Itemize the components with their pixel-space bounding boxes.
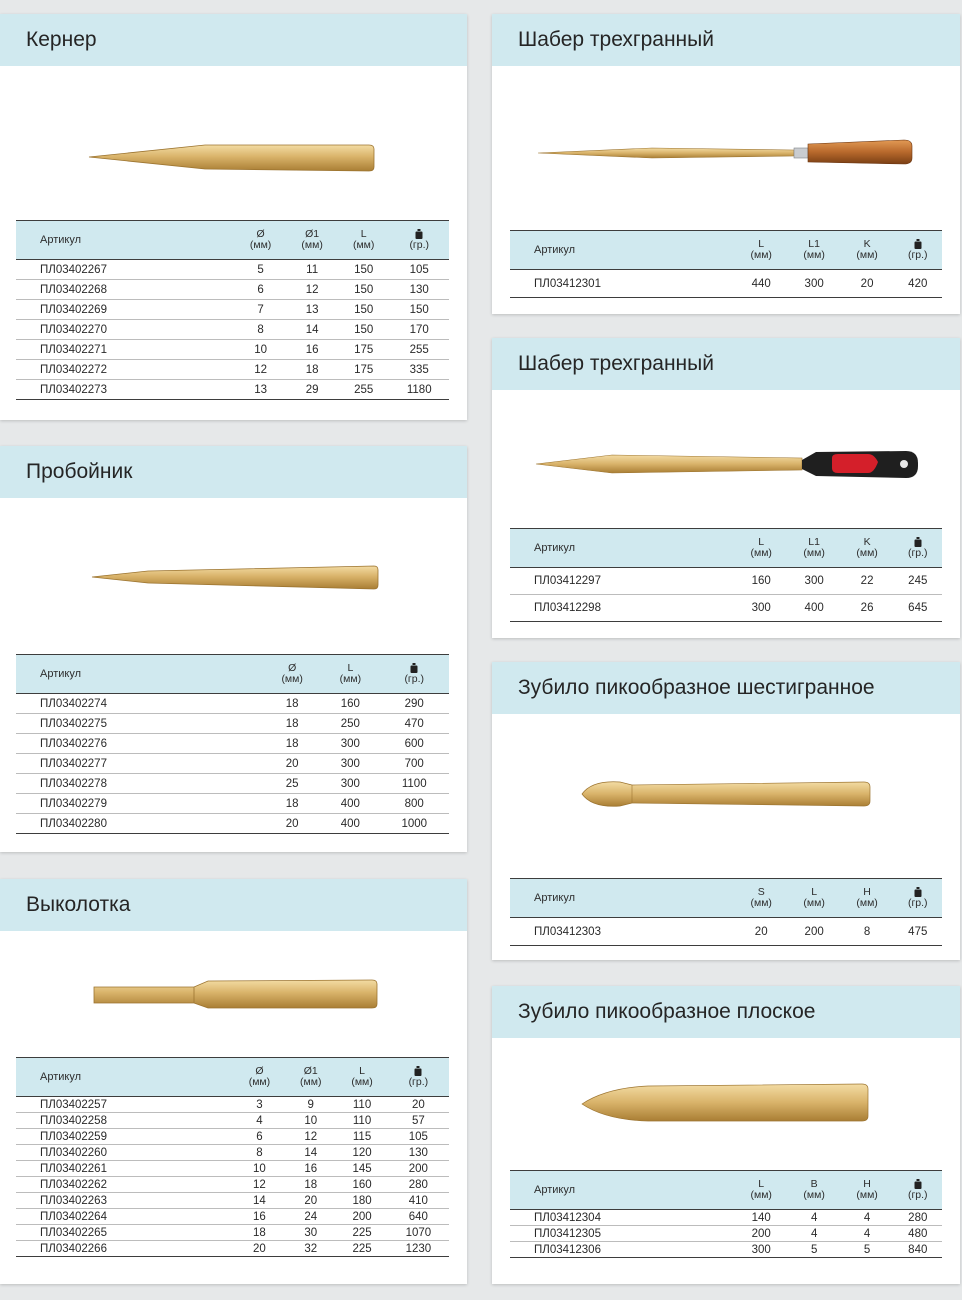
article-cell: ПЛ03402264 bbox=[16, 1209, 234, 1225]
spec-table bbox=[16, 220, 449, 400]
value-cell: 30 bbox=[285, 1225, 336, 1241]
value-cell: 250 bbox=[321, 714, 379, 734]
value-cell: 145 bbox=[336, 1161, 387, 1177]
spec-table bbox=[16, 1057, 449, 1257]
scraper-wood-handle-image bbox=[532, 132, 920, 176]
column-header bbox=[841, 529, 894, 568]
value-cell: 115 bbox=[336, 1129, 387, 1145]
value-cell: 175 bbox=[338, 340, 390, 360]
value-cell: 255 bbox=[389, 340, 449, 360]
spec-table bbox=[510, 230, 942, 298]
column-header-label: (мм) bbox=[750, 1189, 772, 1201]
article-cell: ПЛ03402267 bbox=[16, 260, 235, 280]
table-row bbox=[16, 1145, 449, 1161]
table-row bbox=[16, 380, 449, 400]
hex-chisel-image bbox=[578, 774, 874, 814]
value-cell: 18 bbox=[263, 794, 321, 814]
value-cell: 24 bbox=[285, 1209, 336, 1225]
table-row bbox=[16, 300, 449, 320]
card-title: Пробойник bbox=[0, 446, 467, 498]
value-cell: 20 bbox=[234, 1241, 285, 1257]
value-cell: 4 bbox=[841, 1226, 894, 1242]
table-row bbox=[16, 694, 449, 714]
column-header bbox=[235, 221, 287, 260]
article-cell: ПЛ03402276 bbox=[16, 734, 263, 754]
article-cell: ПЛ03402263 bbox=[16, 1193, 234, 1209]
column-header-label: (гр.) bbox=[907, 897, 928, 909]
card-title: Зубило пикообразное шестигранное bbox=[492, 662, 960, 714]
column-header-label: Ø bbox=[288, 662, 297, 674]
table-row bbox=[16, 1193, 449, 1209]
value-cell: 20 bbox=[285, 1193, 336, 1209]
value-cell: 13 bbox=[286, 300, 338, 320]
column-header-label: (гр.) bbox=[907, 249, 928, 261]
value-cell: 480 bbox=[894, 1226, 942, 1242]
table-row bbox=[16, 794, 449, 814]
column-header-label: (мм) bbox=[803, 897, 825, 909]
value-cell: 10 bbox=[235, 340, 287, 360]
column-header-weight bbox=[894, 1171, 942, 1210]
weight-icon bbox=[914, 239, 922, 249]
value-cell: 110 bbox=[336, 1097, 387, 1113]
column-header bbox=[841, 231, 894, 270]
value-cell: 22 bbox=[841, 568, 894, 595]
column-header-label: Ø1 bbox=[305, 228, 320, 240]
value-cell: 26 bbox=[841, 595, 894, 622]
column-header-label: (мм) bbox=[249, 239, 272, 251]
article-cell: ПЛ03402262 bbox=[16, 1177, 234, 1193]
column-header-label: (мм) bbox=[281, 673, 303, 685]
value-cell: 180 bbox=[336, 1193, 387, 1209]
article-cell: ПЛ03402266 bbox=[16, 1241, 234, 1257]
column-header-weight bbox=[894, 879, 942, 918]
value-cell: 475 bbox=[894, 918, 942, 946]
value-cell: 120 bbox=[336, 1145, 387, 1161]
column-header-label: K bbox=[863, 536, 871, 548]
card-title: Зубило пикообразное плоское bbox=[492, 986, 960, 1038]
value-cell: 150 bbox=[338, 280, 390, 300]
value-cell: 9 bbox=[285, 1097, 336, 1113]
table-row bbox=[16, 1161, 449, 1177]
value-cell: 420 bbox=[894, 270, 942, 298]
column-header-label: (мм) bbox=[856, 897, 878, 909]
article-cell: ПЛ03402257 bbox=[16, 1097, 234, 1113]
article-cell: ПЛ03412306 bbox=[510, 1242, 735, 1258]
column-header-article: Артикул bbox=[510, 879, 735, 918]
value-cell: 32 bbox=[285, 1241, 336, 1257]
value-cell: 14 bbox=[234, 1193, 285, 1209]
value-cell: 470 bbox=[379, 714, 449, 734]
value-cell: 840 bbox=[894, 1242, 942, 1258]
column-header-label: (мм) bbox=[351, 1076, 373, 1088]
column-header-label: Ø1 bbox=[303, 1065, 318, 1077]
table-row bbox=[510, 270, 942, 298]
column-header-weight bbox=[379, 655, 449, 694]
column-header-label: Ø bbox=[256, 228, 265, 240]
column-header bbox=[735, 879, 788, 918]
article-cell: ПЛ03402279 bbox=[16, 794, 263, 814]
table-row bbox=[16, 1241, 449, 1257]
card-scraper-wood bbox=[492, 14, 960, 314]
column-header bbox=[788, 231, 841, 270]
value-cell: 400 bbox=[321, 794, 379, 814]
value-cell: 12 bbox=[235, 360, 287, 380]
spec-table bbox=[510, 528, 942, 622]
value-cell: 5 bbox=[788, 1242, 841, 1258]
value-cell: 170 bbox=[389, 320, 449, 340]
value-cell: 225 bbox=[336, 1225, 387, 1241]
column-header-label: (гр.) bbox=[408, 1076, 429, 1088]
column-header-label: L1 bbox=[808, 238, 820, 250]
article-cell: ПЛ03412303 bbox=[510, 918, 735, 946]
center-punch-image bbox=[85, 136, 380, 180]
value-cell: 440 bbox=[735, 270, 788, 298]
article-cell: ПЛ03412304 bbox=[510, 1210, 735, 1226]
column-header-article: Артикул bbox=[510, 1171, 735, 1210]
value-cell: 13 bbox=[235, 380, 287, 400]
article-cell: ПЛ03402261 bbox=[16, 1161, 234, 1177]
article-cell: ПЛ03402258 bbox=[16, 1113, 234, 1129]
column-header-label: L bbox=[359, 1065, 365, 1077]
table-row bbox=[16, 280, 449, 300]
column-header bbox=[841, 1171, 894, 1210]
value-cell: 1230 bbox=[388, 1241, 449, 1257]
column-header-label: (мм) bbox=[856, 1189, 878, 1201]
column-header-weight bbox=[894, 529, 942, 568]
column-header-label: (мм) bbox=[803, 547, 825, 559]
column-header bbox=[788, 529, 841, 568]
value-cell: 1180 bbox=[389, 380, 449, 400]
article-cell: ПЛ03402278 bbox=[16, 774, 263, 794]
column-header-label: (мм) bbox=[856, 249, 878, 261]
weight-icon bbox=[914, 537, 922, 547]
article-cell: ПЛ03412305 bbox=[510, 1226, 735, 1242]
column-header-article: Артикул bbox=[510, 231, 735, 270]
value-cell: 18 bbox=[285, 1177, 336, 1193]
column-header bbox=[841, 879, 894, 918]
column-header-label: Ø bbox=[255, 1065, 264, 1077]
value-cell: 335 bbox=[389, 360, 449, 380]
article-cell: ПЛ03402271 bbox=[16, 340, 235, 360]
value-cell: 12 bbox=[286, 280, 338, 300]
column-header-label: (мм) bbox=[856, 547, 878, 559]
card-chisel-flat bbox=[492, 986, 960, 1284]
table-row bbox=[510, 1242, 942, 1258]
table-row bbox=[16, 1209, 449, 1225]
value-cell: 5 bbox=[235, 260, 287, 280]
column-header bbox=[735, 231, 788, 270]
value-cell: 200 bbox=[388, 1161, 449, 1177]
table-row bbox=[16, 320, 449, 340]
weight-icon bbox=[410, 663, 418, 673]
card-title: Кернер bbox=[0, 14, 467, 66]
column-header-label: (гр.) bbox=[404, 673, 425, 685]
value-cell: 18 bbox=[234, 1225, 285, 1241]
table-row bbox=[16, 260, 449, 280]
value-cell: 150 bbox=[389, 300, 449, 320]
table-row bbox=[16, 814, 449, 834]
table-row bbox=[510, 595, 942, 622]
column-header-label: S bbox=[757, 886, 765, 898]
value-cell: 130 bbox=[388, 1145, 449, 1161]
flat-chisel-image bbox=[578, 1080, 874, 1126]
punch-image bbox=[88, 557, 383, 597]
value-cell: 11 bbox=[286, 260, 338, 280]
value-cell: 200 bbox=[735, 1226, 788, 1242]
column-header-label: (мм) bbox=[750, 547, 772, 559]
column-header-label: H bbox=[863, 886, 871, 898]
value-cell: 160 bbox=[336, 1177, 387, 1193]
value-cell: 20 bbox=[735, 918, 788, 946]
value-cell: 18 bbox=[286, 360, 338, 380]
column-header bbox=[788, 1171, 841, 1210]
value-cell: 110 bbox=[336, 1113, 387, 1129]
table-row bbox=[16, 1097, 449, 1113]
value-cell: 20 bbox=[263, 754, 321, 774]
weight-icon bbox=[914, 887, 922, 897]
value-cell: 150 bbox=[338, 260, 390, 280]
column-header-label: (мм) bbox=[750, 897, 772, 909]
table-row bbox=[16, 1129, 449, 1145]
column-header-article: Артикул bbox=[510, 529, 735, 568]
card-title: Шабер трехгранный bbox=[492, 14, 960, 66]
value-cell: 6 bbox=[234, 1129, 285, 1145]
value-cell: 10 bbox=[234, 1161, 285, 1177]
value-cell: 150 bbox=[338, 300, 390, 320]
column-header-label: (гр.) bbox=[907, 1189, 928, 1201]
column-header-label: (мм) bbox=[803, 249, 825, 261]
value-cell: 140 bbox=[735, 1210, 788, 1226]
article-cell: ПЛ03402272 bbox=[16, 360, 235, 380]
card-title: Выколотка bbox=[0, 879, 467, 931]
article-cell: ПЛ03402269 bbox=[16, 300, 235, 320]
value-cell: 8 bbox=[841, 918, 894, 946]
value-cell: 300 bbox=[735, 595, 788, 622]
column-header-label: L bbox=[360, 228, 367, 240]
column-header-label: B bbox=[810, 1178, 818, 1190]
table-row bbox=[16, 340, 449, 360]
column-header bbox=[286, 221, 338, 260]
value-cell: 3 bbox=[234, 1097, 285, 1113]
table-row bbox=[16, 1225, 449, 1241]
value-cell: 700 bbox=[379, 754, 449, 774]
column-header-weight bbox=[894, 231, 942, 270]
column-header-label: (мм) bbox=[352, 239, 375, 251]
column-header bbox=[338, 221, 390, 260]
drift-image bbox=[90, 975, 382, 1015]
value-cell: 1100 bbox=[379, 774, 449, 794]
column-header-label: L bbox=[758, 536, 765, 548]
table-row bbox=[16, 1177, 449, 1193]
value-cell: 290 bbox=[379, 694, 449, 714]
value-cell: 14 bbox=[286, 320, 338, 340]
table-row bbox=[16, 1113, 449, 1129]
weight-icon bbox=[414, 1066, 422, 1076]
value-cell: 255 bbox=[338, 380, 390, 400]
value-cell: 14 bbox=[285, 1145, 336, 1161]
value-cell: 7 bbox=[235, 300, 287, 320]
card-title: Шабер трехгранный bbox=[492, 338, 960, 390]
article-cell: ПЛ03412301 bbox=[510, 270, 735, 298]
value-cell: 4 bbox=[788, 1226, 841, 1242]
value-cell: 8 bbox=[234, 1145, 285, 1161]
article-cell: ПЛ03402275 bbox=[16, 714, 263, 734]
value-cell: 1000 bbox=[379, 814, 449, 834]
value-cell: 160 bbox=[735, 568, 788, 595]
card-chisel-hex bbox=[492, 662, 960, 960]
column-header-article: Артикул bbox=[16, 1058, 234, 1097]
column-header bbox=[735, 1171, 788, 1210]
column-header-label: L bbox=[347, 662, 354, 674]
value-cell: 200 bbox=[788, 918, 841, 946]
value-cell: 160 bbox=[321, 694, 379, 714]
value-cell: 25 bbox=[263, 774, 321, 794]
table-row bbox=[16, 360, 449, 380]
column-header bbox=[234, 1058, 285, 1097]
table-row bbox=[16, 754, 449, 774]
value-cell: 16 bbox=[234, 1209, 285, 1225]
value-cell: 16 bbox=[285, 1161, 336, 1177]
value-cell: 225 bbox=[336, 1241, 387, 1257]
column-header-label: (мм) bbox=[248, 1076, 271, 1088]
value-cell: 410 bbox=[388, 1193, 449, 1209]
value-cell: 18 bbox=[263, 714, 321, 734]
table-row bbox=[16, 774, 449, 794]
value-cell: 400 bbox=[321, 814, 379, 834]
value-cell: 5 bbox=[841, 1242, 894, 1258]
spec-table bbox=[16, 654, 449, 834]
scraper-rubber-handle-image bbox=[532, 442, 920, 486]
value-cell: 12 bbox=[285, 1129, 336, 1145]
weight-icon bbox=[914, 1179, 922, 1189]
article-cell: ПЛ03402273 bbox=[16, 380, 235, 400]
value-cell: 245 bbox=[894, 568, 942, 595]
spec-table bbox=[510, 878, 942, 946]
column-header-label: (мм) bbox=[339, 673, 362, 685]
column-header-label: (гр.) bbox=[907, 547, 928, 559]
card-drift bbox=[0, 879, 467, 1284]
column-header-weight bbox=[389, 221, 449, 260]
column-header-label: L bbox=[758, 238, 765, 250]
article-cell: ПЛ03402280 bbox=[16, 814, 263, 834]
article-cell: ПЛ03412297 bbox=[510, 568, 735, 595]
column-header bbox=[336, 1058, 387, 1097]
value-cell: 105 bbox=[388, 1129, 449, 1145]
value-cell: 18 bbox=[263, 694, 321, 714]
column-header bbox=[788, 879, 841, 918]
article-cell: ПЛ03402274 bbox=[16, 694, 263, 714]
value-cell: 130 bbox=[389, 280, 449, 300]
value-cell: 20 bbox=[263, 814, 321, 834]
article-cell: ПЛ03412298 bbox=[510, 595, 735, 622]
column-header-label: (гр.) bbox=[409, 239, 430, 251]
value-cell: 300 bbox=[788, 270, 841, 298]
article-cell: ПЛ03402268 bbox=[16, 280, 235, 300]
value-cell: 645 bbox=[894, 595, 942, 622]
card-puncher bbox=[0, 446, 467, 852]
value-cell: 4 bbox=[841, 1210, 894, 1226]
column-header-label: (мм) bbox=[300, 1076, 322, 1088]
column-header bbox=[263, 655, 321, 694]
value-cell: 640 bbox=[388, 1209, 449, 1225]
column-header-label: H bbox=[863, 1178, 871, 1190]
value-cell: 300 bbox=[735, 1242, 788, 1258]
table-row bbox=[16, 734, 449, 754]
table-row bbox=[510, 568, 942, 595]
value-cell: 4 bbox=[234, 1113, 285, 1129]
article-cell: ПЛ03402277 bbox=[16, 754, 263, 774]
column-header-weight bbox=[388, 1058, 449, 1097]
column-header-article: Артикул bbox=[16, 221, 235, 260]
card-scraper-rubber bbox=[492, 338, 960, 638]
value-cell: 105 bbox=[389, 260, 449, 280]
value-cell: 800 bbox=[379, 794, 449, 814]
column-header bbox=[321, 655, 379, 694]
value-cell: 300 bbox=[788, 568, 841, 595]
value-cell: 300 bbox=[321, 754, 379, 774]
value-cell: 4 bbox=[788, 1210, 841, 1226]
column-header bbox=[735, 529, 788, 568]
table-row bbox=[510, 1210, 942, 1226]
value-cell: 10 bbox=[285, 1113, 336, 1129]
table-row bbox=[510, 918, 942, 946]
value-cell: 12 bbox=[234, 1177, 285, 1193]
column-header-label: (мм) bbox=[750, 249, 772, 261]
column-header-label: L bbox=[758, 1178, 765, 1190]
value-cell: 175 bbox=[338, 360, 390, 380]
value-cell: 600 bbox=[379, 734, 449, 754]
value-cell: 8 bbox=[235, 320, 287, 340]
column-header-label: (мм) bbox=[301, 239, 323, 251]
value-cell: 1070 bbox=[388, 1225, 449, 1241]
column-header-label: L1 bbox=[808, 536, 820, 548]
value-cell: 18 bbox=[263, 734, 321, 754]
spec-table bbox=[510, 1170, 942, 1258]
value-cell: 280 bbox=[388, 1177, 449, 1193]
table-row bbox=[510, 1226, 942, 1242]
value-cell: 300 bbox=[321, 774, 379, 794]
table-row bbox=[16, 714, 449, 734]
article-cell: ПЛ03402270 bbox=[16, 320, 235, 340]
value-cell: 16 bbox=[286, 340, 338, 360]
value-cell: 20 bbox=[841, 270, 894, 298]
article-cell: ПЛ03402260 bbox=[16, 1145, 234, 1161]
value-cell: 150 bbox=[338, 320, 390, 340]
value-cell: 20 bbox=[388, 1097, 449, 1113]
value-cell: 6 bbox=[235, 280, 287, 300]
value-cell: 57 bbox=[388, 1113, 449, 1129]
column-header-article: Артикул bbox=[16, 655, 263, 694]
column-header bbox=[285, 1058, 336, 1097]
value-cell: 280 bbox=[894, 1210, 942, 1226]
value-cell: 200 bbox=[336, 1209, 387, 1225]
column-header-label: K bbox=[863, 238, 871, 250]
article-cell: ПЛ03402259 bbox=[16, 1129, 234, 1145]
value-cell: 300 bbox=[321, 734, 379, 754]
article-cell: ПЛ03402265 bbox=[16, 1225, 234, 1241]
value-cell: 400 bbox=[788, 595, 841, 622]
column-header-label: L bbox=[811, 886, 818, 898]
weight-icon bbox=[415, 229, 423, 239]
value-cell: 29 bbox=[286, 380, 338, 400]
column-header-label: (мм) bbox=[803, 1189, 825, 1201]
card-kerner bbox=[0, 14, 467, 420]
